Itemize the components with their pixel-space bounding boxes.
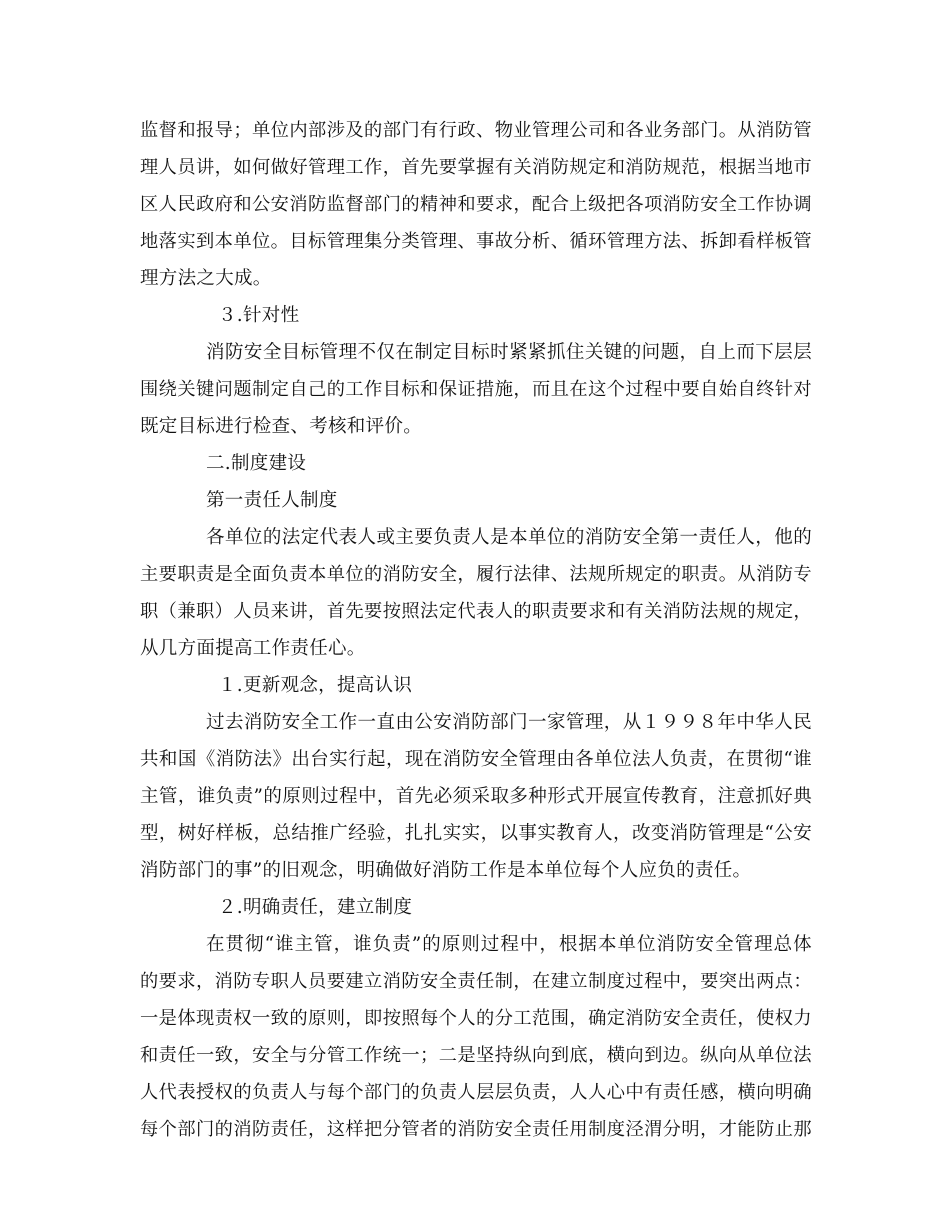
paragraph-line: 理方法之大成。: [140, 268, 272, 289]
paragraph-line: 一是体现责权一致的原则，即按照每个人的分工范围，确定消防安全责任，使权力: [140, 1008, 812, 1029]
paragraph-line: 消防部门的事”的旧观念，明确做好消防工作是本单位每个人应负的责任。: [140, 860, 752, 881]
paragraph-line: 共和国《消防法》出台实行起，现在消防安全管理由各单位法人负责，在贯彻“谁: [140, 749, 812, 770]
paragraph-line: 过去消防安全工作一直由公安消防部门一家管理，从１９９８年中华人民: [206, 712, 812, 733]
paragraph-line: 职（兼职）人员来讲，首先要按照法定代表人的职责要求和有关消防法规的规定，: [140, 601, 812, 622]
paragraph-line: 各单位的法定代表人或主要负责人是本单位的消防安全第一责任人，他的: [206, 527, 812, 548]
paragraph-line: 区人民政府和公安消防监督部门的精神和要求，配合上级把各项消防安全工作协调: [140, 194, 812, 215]
section-heading: １.更新观念，提高认识: [218, 675, 413, 696]
paragraph-line: 监督和报导；单位内部涉及的部门有行政、物业管理公司和各业务部门。从消防管: [140, 120, 812, 141]
paragraph-line: 理人员讲，如何做好管理工作，首先要掌握有关消防规定和消防规范，根据当地市: [140, 157, 812, 178]
paragraph-line: 人代表授权的负责人与每个部门的负责人层层负责，人人心中有责任感，横向明确: [140, 1082, 812, 1103]
paragraph-line: 消防安全目标管理不仅在制定目标时紧紧抓住关键的问题，自上而下层层: [206, 342, 812, 363]
paragraph-line: 从几方面提高工作责任心。: [140, 638, 366, 659]
section-heading: ３.针对性: [218, 305, 300, 326]
paragraph-line: 每个部门的消防责任，这样把分管者的消防安全责任用制度泾渭分明，才能防止那: [140, 1119, 812, 1140]
document-body: [140, 112, 812, 1148]
paragraph-line: 既定目标进行检查、考核和评价。: [140, 416, 423, 437]
section-heading: 第一责任人制度: [206, 490, 338, 511]
paragraph-line: 和责任一致，安全与分管工作统一；二是坚持纵向到底，横向到边。纵向从单位法: [140, 1045, 812, 1066]
paragraph-line: 围绕关键问题制定自己的工作目标和保证措施，而且在这个过程中要自始自终针对: [140, 379, 812, 400]
paragraph-line: 主管，谁负责”的原则过程中，首先必须采取多种形式开展宣传教育，注意抓好典: [140, 786, 812, 807]
paragraph-line: 在贯彻“谁主管，谁负责”的原则过程中，根据本单位消防安全管理总体: [206, 934, 812, 955]
paragraph-line: 的要求，消防专职人员要建立消防安全责任制，在建立制度过程中，要突出两点：: [140, 971, 812, 992]
section-heading: 二.制度建设: [206, 453, 307, 474]
paragraph-line: 型，树好样板，总结推广经验，扎扎实实，以事实教育人，改变消防管理是“公安: [140, 823, 812, 844]
section-heading: ２.明确责任，建立制度: [218, 897, 413, 918]
paragraph-line: 地落实到本单位。目标管理集分类管理、事故分析、循环管理方法、拆卸看样板管: [140, 231, 812, 252]
paragraph-line: 主要职责是全面负责本单位的消防安全，履行法律、法规所规定的职责。从消防专: [140, 564, 812, 585]
